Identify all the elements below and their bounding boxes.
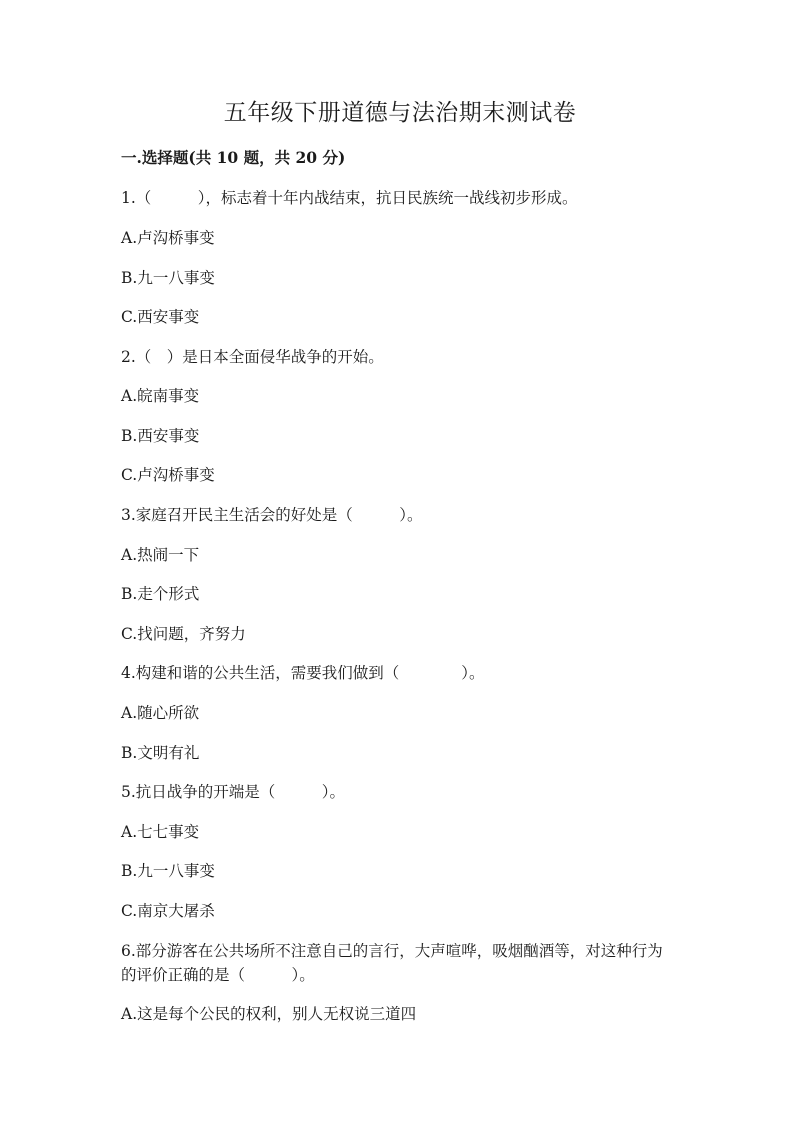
question-2-option-b: B.西安事变 bbox=[121, 427, 200, 445]
question-3-stem: 3.家庭召开民主生活会的好处是（ ）。 bbox=[121, 506, 423, 524]
question-2-stem: 2.（ ）是日本全面侵华战争的开始。 bbox=[121, 348, 384, 366]
question-1-option-a: A.卢沟桥事变 bbox=[121, 229, 215, 247]
question-1-option-c: C.西安事变 bbox=[121, 308, 200, 326]
question-3-option-b: B.走个形式 bbox=[121, 585, 200, 603]
question-2-option-c: C.卢沟桥事变 bbox=[121, 466, 215, 484]
question-3-option-a: A.热闹一下 bbox=[121, 546, 200, 564]
question-5-option-b: B.九一八事变 bbox=[121, 862, 215, 880]
question-6-stem: 6.部分游客在公共场所不注意自己的言行，大声喧哗，吸烟酗酒等，对这种行为的评价正确的是（ ）。 bbox=[121, 942, 663, 984]
question-4-option-b: B.文明有礼 bbox=[121, 744, 200, 762]
question-1-option-b: B.九一八事变 bbox=[121, 269, 215, 287]
question-6-option-a: A.这是每个公民的权利，别人无权说三道四 bbox=[121, 1005, 417, 1023]
question-1-stem: 1.（ ），标志着十年内战结束，抗日民族统一战线初步形成。 bbox=[121, 189, 578, 207]
question-4-option-a: A.随心所欲 bbox=[121, 704, 200, 722]
question-5-option-c: C.南京大屠杀 bbox=[121, 902, 215, 920]
question-2-option-a: A.皖南事变 bbox=[121, 387, 200, 405]
question-5-option-a: A.七七事变 bbox=[121, 823, 200, 841]
question-4-stem: 4.构建和谐的公共生活，需要我们做到（ ）。 bbox=[121, 664, 485, 682]
section-heading: 一.选择题(共 10 题，共 20 分) bbox=[121, 148, 346, 167]
question-5-stem: 5.抗日战争的开端是（ ）。 bbox=[121, 783, 346, 801]
page-title: 五年级下册道德与法治期末测试卷 bbox=[223, 100, 577, 126]
question-3-option-c: C.找问题，齐努力 bbox=[121, 625, 246, 643]
